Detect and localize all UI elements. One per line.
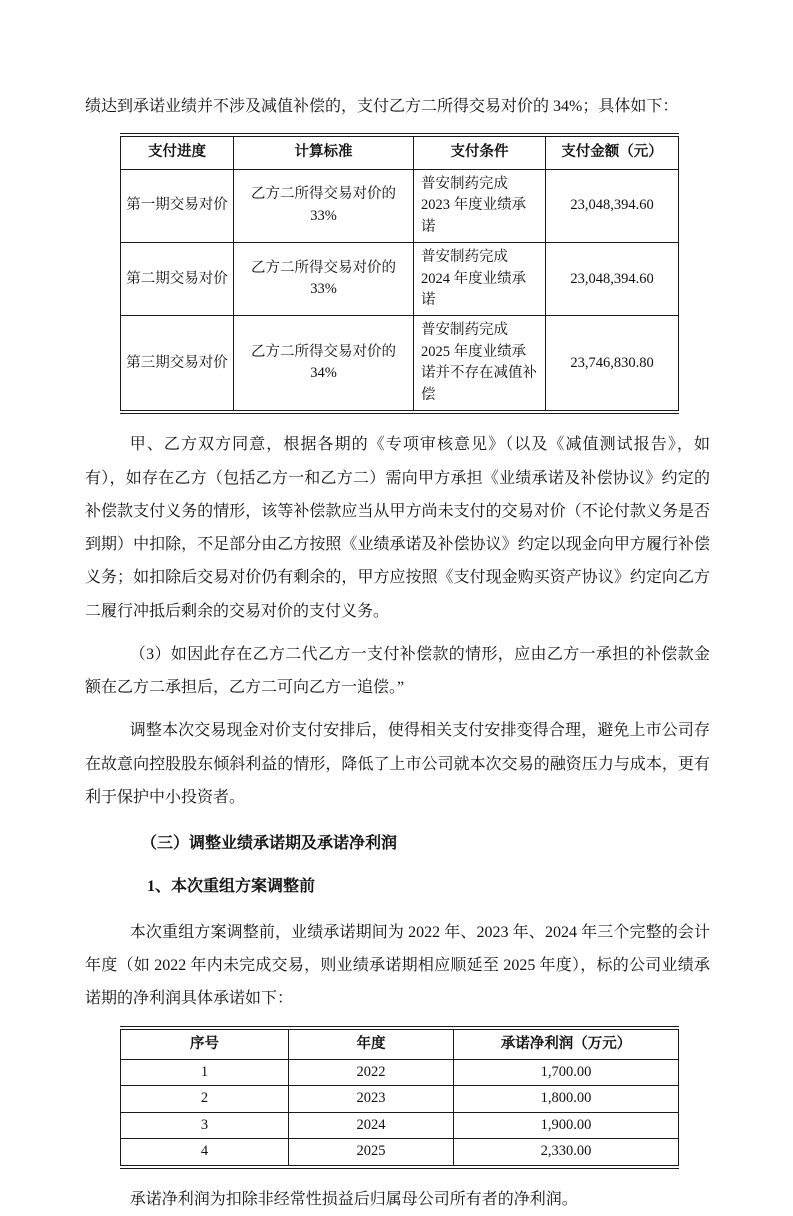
table-row — [121, 316, 679, 412]
cell-year: 2025 — [289, 1139, 454, 1167]
table-header-row — [121, 135, 679, 169]
paragraph-agreement: 甲、乙方双方同意，根据各期的《专项审核意见》（以及《减值测试报告》，如有），如存在乙方（包括乙方一和乙方二）需向甲方承担《业绩承诺及补偿协议》约定的补偿款支付义务的情形，该等补偿款应当从甲方尚未支付的交易对价（不论付款义务是否到期）中扣除，不足部分由乙方按照《业绩承诺及补偿协议》约定以现金向甲方履行补偿义务；如扣除后交易对价仍有剩余的，甲方应按照《支付现金购买资产协议》约定向乙方二履行冲抵后剩余的交易对价的支付义务。 — [85, 436, 710, 620]
cell-year: 2024 — [289, 1112, 454, 1138]
col-header-promised-profit: 承诺净利润（万元） — [454, 1028, 679, 1060]
cell-index: 2 — [121, 1086, 289, 1112]
table-row — [121, 1060, 679, 1086]
table-row — [121, 243, 679, 316]
cell-stage: 第三期交易对价 — [121, 316, 234, 412]
cell-standard: 乙方二所得交易对价的 33% — [234, 243, 414, 316]
col-header-payment-amount: 支付金额（元） — [546, 135, 679, 169]
paragraph-note: 承诺净利润为扣除非经常性损益后归属母公司所有者的净利润。 — [129, 1190, 578, 1208]
cell-index: 4 — [121, 1139, 289, 1167]
cell-amount: 23,746,830.80 — [546, 316, 679, 412]
promised-profit-table — [120, 1026, 679, 1169]
table-row — [121, 1086, 679, 1112]
cell-amount: 23,048,394.60 — [546, 243, 679, 316]
cell-profit: 1,800.00 — [454, 1086, 679, 1112]
col-header-payment-stage: 支付进度 — [121, 135, 234, 169]
cell-stage: 第一期交易对价 — [121, 169, 234, 242]
intro-line: 绩达到承诺业绩并不涉及减值补偿的，支付乙方二所得交易对价的 34%；具体如下： — [85, 98, 679, 115]
cell-profit: 2,330.00 — [454, 1139, 679, 1167]
cell-stage: 第二期交易对价 — [121, 243, 234, 316]
paragraph-item3: （3）如因此存在乙方二代乙方一支付补偿款的情形，应由乙方一承担的补偿款金额在乙方二承担后，乙方二可向乙方一追偿。” — [85, 645, 710, 697]
table-row — [121, 169, 679, 242]
cell-profit: 1,700.00 — [454, 1060, 679, 1086]
cell-index: 3 — [121, 1112, 289, 1138]
cell-condition: 普安制药完成 2025 年度业绩承诺并不存在减值补偿 — [414, 316, 546, 412]
col-header-payment-condition: 支付条件 — [414, 135, 546, 169]
cell-index: 1 — [121, 1060, 289, 1086]
cell-standard: 乙方二所得交易对价的 34% — [234, 316, 414, 412]
section-heading: （三）调整业绩承诺期及承诺净利润 — [141, 835, 398, 853]
col-header-year: 年度 — [289, 1028, 454, 1060]
subsection-heading: 1、本次重组方案调整前 — [147, 877, 316, 895]
cell-profit: 1,900.00 — [454, 1112, 679, 1138]
cell-year: 2022 — [289, 1060, 454, 1086]
paragraph-before-adjustment: 本次重组方案调整前，业绩承诺期间为 2022 年、2023 年、2024 年三个完整的会计年度（如 2022 年内未完成交易，则业绩承诺期相应顺延至 2025 年度），标的公司业绩承诺期的净利润具体承诺如下： — [85, 923, 710, 1008]
col-header-index: 序号 — [121, 1028, 289, 1060]
col-header-calc-standard: 计算标准 — [234, 135, 414, 169]
cell-condition: 普安制药完成 2023 年度业绩承诺 — [414, 169, 546, 242]
table-row — [121, 1139, 679, 1167]
cell-standard: 乙方二所得交易对价的 33% — [234, 169, 414, 242]
table-row — [121, 1112, 679, 1138]
cell-condition: 普安制药完成 2024 年度业绩承诺 — [414, 243, 546, 316]
table-header-row — [121, 1028, 679, 1060]
cell-amount: 23,048,394.60 — [546, 169, 679, 242]
cell-year: 2023 — [289, 1086, 454, 1112]
payment-schedule-table — [120, 133, 679, 414]
paragraph-adjustment: 调整本次交易现金对价支付安排后，使得相关支付安排变得合理，避免上市公司存在故意向控股股东倾斜利益的情形，降低了上市公司就本次交易的融资压力与成本，更有利于保护中小投资者。 — [85, 722, 710, 806]
